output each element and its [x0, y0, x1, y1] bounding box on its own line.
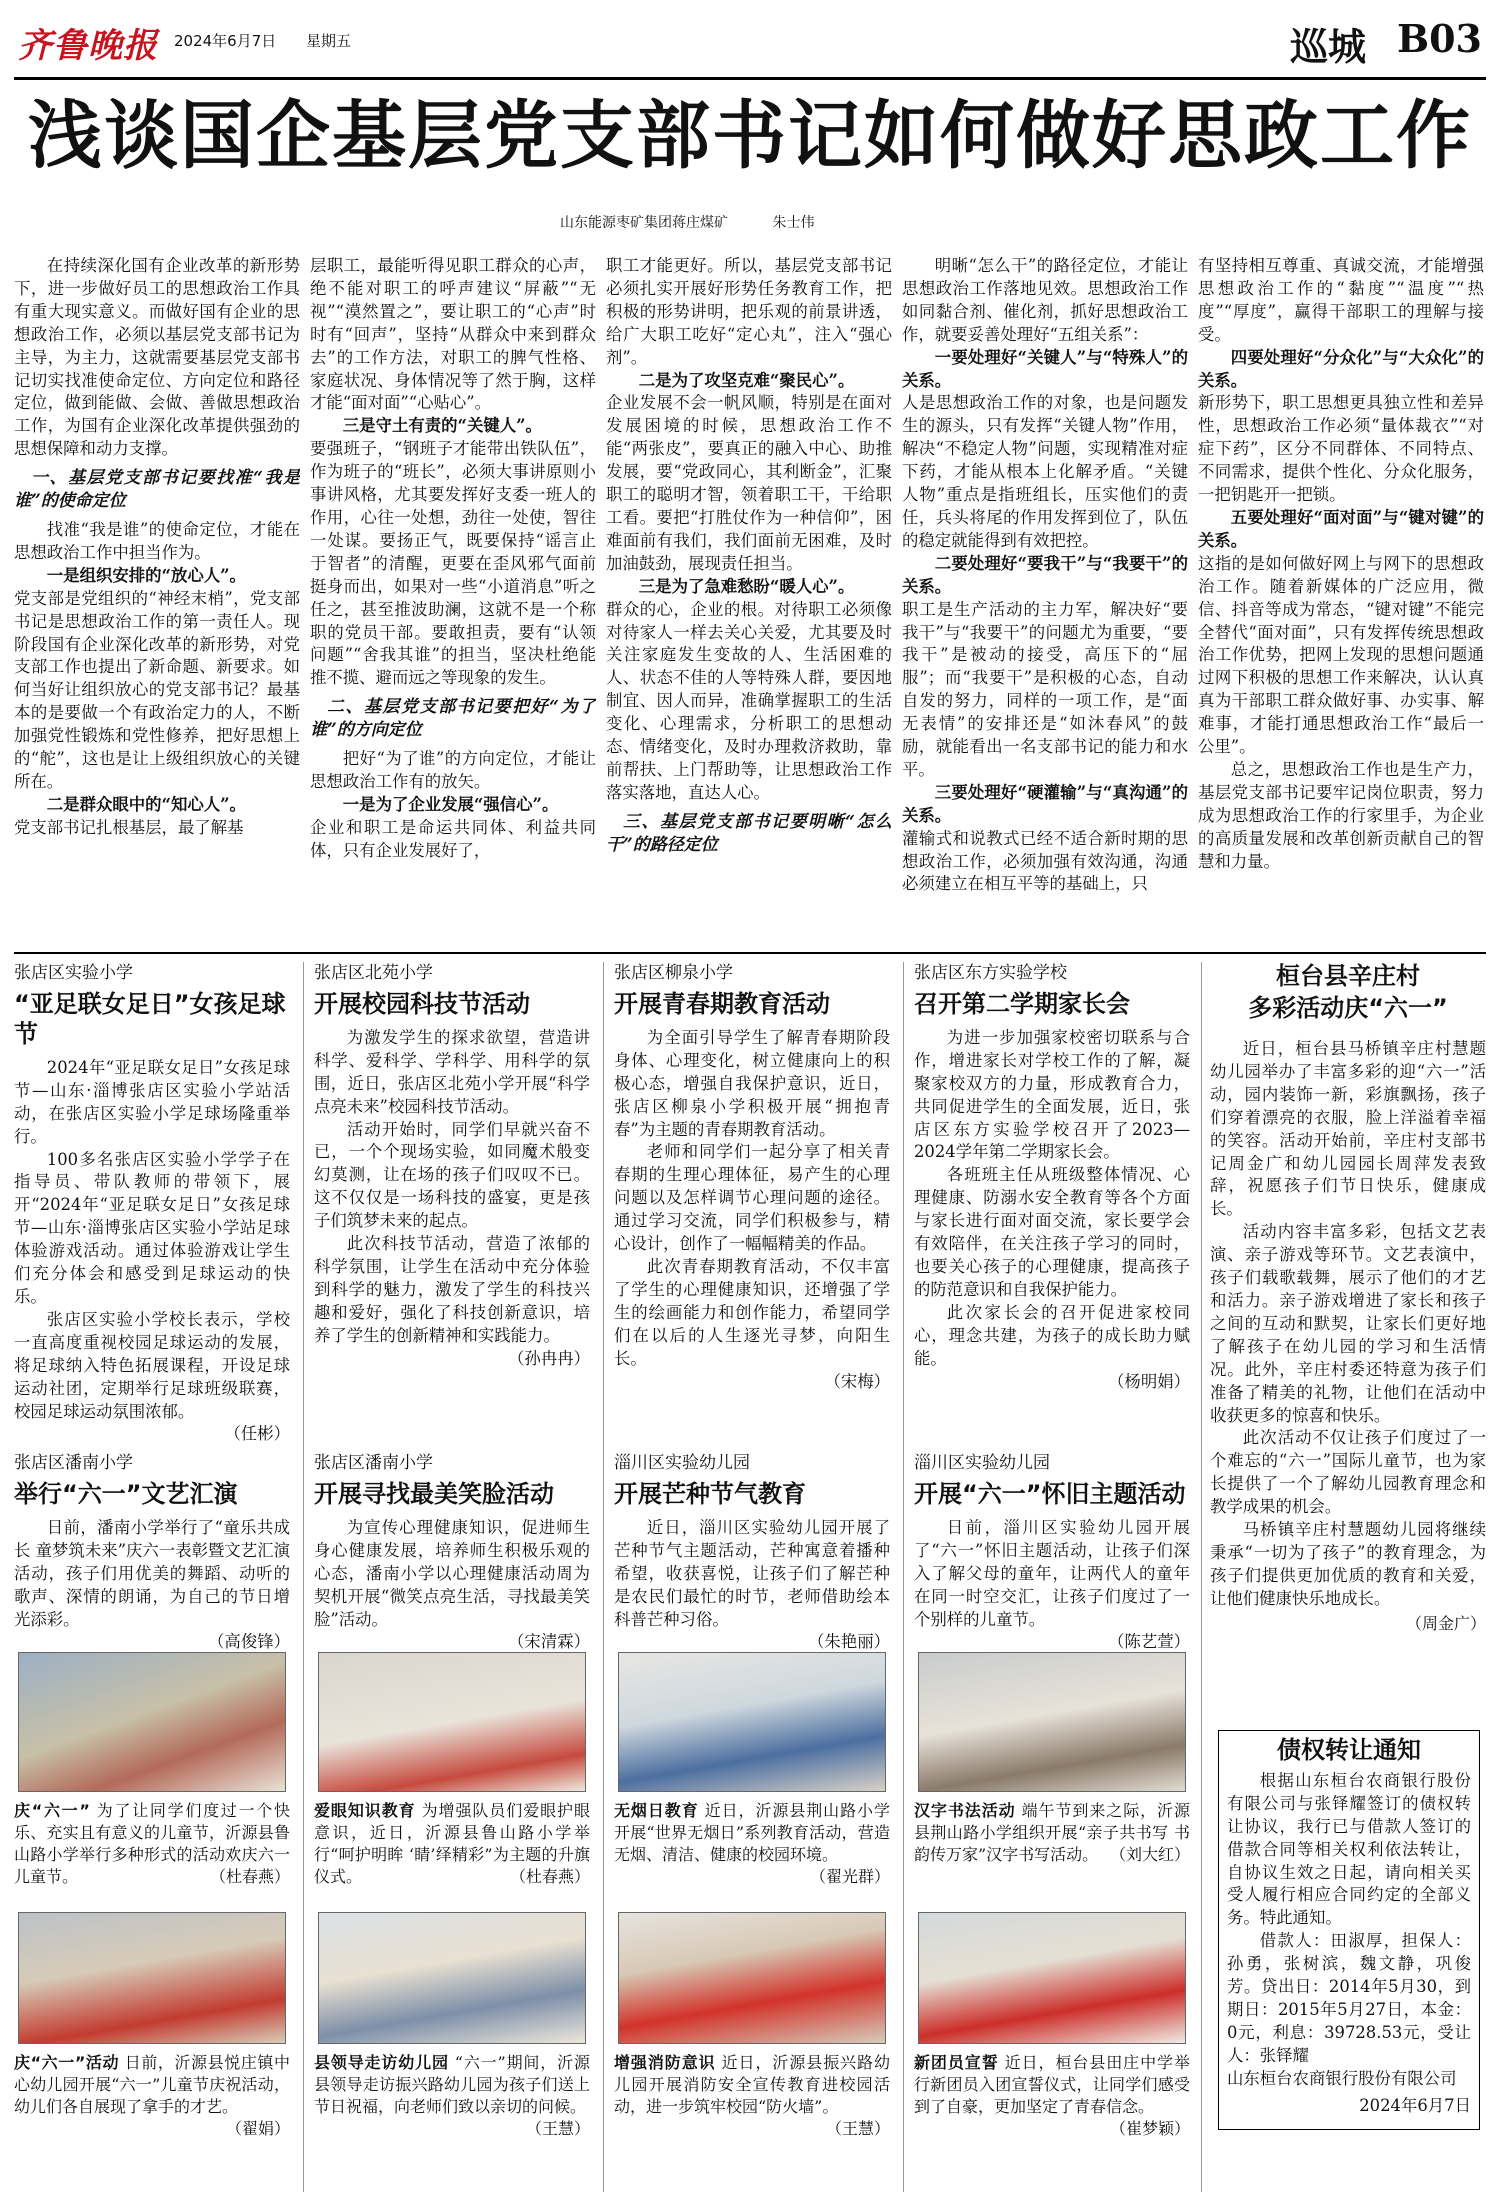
news-paragraph: 日前，潘南小学举行了“童乐共成长 童梦筑未来”庆六一表彰暨文艺汇演活动，孩子们用优美的舞蹈、动听的歌声、深情的朗诵，为自己的节日增光添彩。	[14, 1517, 290, 1629]
column-divider	[303, 962, 304, 2192]
photo-caption	[914, 2052, 1190, 2140]
photo-calligraphy	[918, 1652, 1186, 1792]
column-divider	[603, 962, 604, 2192]
news-paragraph: 张店区实验小学校长表示，学校一直高度重视校园足球运动的发展，将足球纳入特色拓展课程，开设足球运动社团，定期举行足球班级联赛，校园足球运动氛围浓郁。	[14, 1309, 290, 1421]
column-divider	[903, 962, 904, 2192]
news-kicker: 张店区实验小学	[14, 963, 133, 983]
issue-date: 2024年6月7日	[174, 32, 277, 50]
paragraph: 灌输式和说教式已经不适合新时期的思想政治工作，必须加强有效沟通，沟通必须建立在相互平等的基础上，只	[902, 828, 1188, 894]
photo-eye-care-ceremony	[318, 1652, 586, 1792]
news-author: （宋清霖）	[508, 1632, 590, 1652]
section-name: 巡城	[1289, 24, 1366, 69]
caption-author: （杜春燕）	[509, 1867, 590, 1886]
sidebar-title-line2: 多彩活动庆“六一”	[1248, 994, 1448, 1022]
photo-fire-safety	[618, 1912, 886, 2044]
news-item	[14, 962, 290, 1446]
photo-caption	[314, 1800, 590, 1888]
point-heading: 一是组织安排的“放心人”。	[46, 565, 246, 585]
news-title: 开展青春期教育活动	[614, 989, 830, 1018]
news-title: 举行“六一”文艺汇演	[14, 1479, 238, 1508]
subheading: 一、基层党支部书记要找准“我是谁”的使命定位	[14, 468, 300, 512]
notice-signer: 山东桓台农商银行股份有限公司	[1227, 2068, 1457, 2088]
news-author: （宋梅）	[824, 1371, 890, 1391]
caption-author: （杜春燕）	[209, 1867, 290, 1886]
news-title: 开展寻找最美笑脸活动	[314, 1479, 554, 1508]
news-item	[914, 962, 1190, 1393]
photo-caption	[614, 2052, 890, 2140]
subheading: 二、基层党支部书记要把好“为了谁”的方向定位	[310, 697, 596, 741]
caption-label: 庆“六一”	[14, 1801, 90, 1820]
news-paragraph: 此次青春期教育活动，不仅丰富了学生的心理健康知识，还增强了学生的绘画能力和创作能力，希望同学们在以后的人生逐光寻梦，向阳生长。	[614, 1256, 890, 1368]
caption-label: 增强消防意识	[614, 2053, 716, 2072]
masthead	[14, 8, 1486, 80]
point-heading: 三是为了急难愁盼“暖人心”。	[638, 576, 855, 596]
paragraph: 总之，思想政治工作也是生产力，基层党支部书记要牢记岗位职责，努力成为思想政治工作的行家里手，为企业的高质量发展和改革创新贡献自己的智慧和力量。	[1198, 759, 1484, 871]
article-column-1	[14, 255, 300, 949]
caption-text: 日前，沂源县悦庄镇中心幼儿园开展“六一”儿童节庆祝活动，幼儿们各自展现了拿手的才艺。	[14, 2053, 290, 2116]
news-paragraph: 2024年“亚足联女足日”女孩足球节—山东·淄博张店区实验小学站活动，在张店区实验小学足球场隆重举行。	[14, 1057, 290, 1146]
sidebar-title-line1: 桓台县辛庄村	[1276, 962, 1420, 990]
caption-text: “六一”期间，沂源县领导走访振兴路幼儿园为孩子们送上节日祝福，向老师们致以亲切的问候。	[314, 2053, 590, 2116]
newspaper-logo: 齐鲁晚报	[18, 26, 158, 66]
photo-kindergarten-show	[18, 1912, 286, 2044]
paragraph: 人是思想政治工作的对象，也是问题发生的源头，只有发挥“关键人物”作用，解决“不稳定人物”问题，实现精准对症下药，才能从根本上化解矛盾。“关键人物”重点是指班组长，压实他们的责任，兵头将尾的作用发挥到位了，队伍的稳定就能得到有效把控。	[902, 393, 1188, 550]
point-heading: 二是群众眼中的“知心人”。	[46, 794, 246, 814]
caption-author: （崔梦颖）	[1109, 2119, 1190, 2138]
article-column-3	[606, 255, 892, 949]
main-article	[14, 255, 1486, 949]
news-paragraph: 为进一步加强家校密切联系与合作，增进家长对学校工作的了解，凝聚家校双方的力量，形成教育合力，共同促进学生的全面发展，近日，张店区东方实验学校召开了2023—2024学年第二学期家长会。	[914, 1027, 1190, 1162]
photo-leader-visit	[318, 1912, 586, 2044]
sidebar-paragraph: 马桥镇辛庄村慧题幼儿园将继续秉承“一切为了孩子”的教育理念，为孩子们提供更加优质的教育和关爱，让他们健康快乐地成长。	[1210, 1520, 1486, 1608]
caption-text: 为了让同学们度过一个快乐、充实且有意义的儿童节，沂源县鲁山路小学举行多种形式的活动欢庆六一儿童节。	[14, 1801, 290, 1886]
news-author: （杨明娟）	[1108, 1371, 1190, 1391]
news-kicker: 张店区柳泉小学	[614, 963, 733, 983]
paragraph: 这指的是如何做好网上与网下的思想政治工作。随着新媒体的广泛应用，微信、抖音等成为常态，“键对键”不能完全替代“面对面”，只有发挥传统思想政治工作优势，把网上发现的思想问题通过网下积极的思想工作来解决，认认真真为干部职工群众做好事、办实事、解难事，才能打通思想政治工作“最后一公里”。	[1198, 553, 1484, 757]
paragraph: 群众的心，企业的根。对待职工必须像对待家人一样去关心关爱，尤其要及时关注家庭发生变故的人、生活困难的人、状态不佳的人等特殊人群，要因地制宜、因人而异，准确掌握职工的生活变化、心理需求，分析职工的思想动态、情绪变化，及时办理救济救助，靠前帮扶、上门帮助等，让思想政治工作落实落地，直达人心。	[606, 599, 892, 802]
paragraph: 有坚持相互尊重、真诚交流，才能增强思想政治工作的“黏度”“温度”“热度”“厚度”，赢得干部职工的理解与接受。	[1198, 256, 1484, 344]
paragraph: 明晰“怎么干”的路径定位，才能让思想政治工作落地见效。思想政治工作如同黏合剂、催化剂，抓好思想政治工作，就要妥善处理好“五组关系”：	[902, 256, 1188, 344]
paragraph: 党支部书记扎根基层，最了解基	[14, 817, 244, 837]
news-item	[14, 1452, 290, 1654]
news-title: 开展校园科技节活动	[314, 989, 530, 1018]
news-paragraph: 近日，淄川区实验幼儿园开展了芒种节气主题活动，芒种寓意着播种希望，收获喜悦，让孩子们了解芒种是农民们最忙的时节，老师借助绘本科普芒种习俗。	[614, 1517, 890, 1629]
column-divider	[1201, 962, 1202, 2192]
notice-detail: 借款人：田淑厚，担保人：孙勇，张树滨，魏文静，巩俊芳。贷出日：2014年5月30，到期日：2015年5月27日，本金：0元，利息：39728.53元，受让人：张铎耀	[1227, 1931, 1471, 2065]
photo-caption	[914, 1800, 1190, 1866]
sidebar-paragraph: 近日，桓台县马桥镇辛庄村慧题幼儿园举办了丰富多彩的迎“六一”活动，园内装饰一新，彩旗飘扬，孩子们穿着漂亮的衣服，脸上洋溢着幸福的笑容。活动开始前，辛庄村支部书记周金广和幼儿园园长周萍发表致辞，祝愿孩子们节日快乐，健康成长。	[1210, 1039, 1486, 1219]
caption-text: 为增强队员们爱眼护眼意识，近日，沂源县鲁山路小学举行“呵护明眸 ‘睛’绎精彩”为主题的升旗仪式。	[314, 1801, 590, 1886]
paragraph: 企业发展不会一帆风顺，特别是在面对发展困境的时候，思想政治工作不能“两张皮”，要真正的融入中心、助推发展，要“党政同心，其利断金”，汇聚职工的聪明才智，领着职工干，干给职工看。要把“打胜仗作为一种信仰”，困难面前有我们，我们面前无困难，及时加油鼓劲，展现责任担当。	[606, 393, 892, 573]
article-column-5	[1198, 255, 1484, 949]
news-title: 召开第二学期家长会	[914, 989, 1130, 1018]
news-paragraph: 此次科技节活动，营造了浓郁的科学氛围，让学生在活动中充分体验到科学的魅力，激发了学生的科技兴趣和爱好，强化了科技创新意识，培养了学生的创新精神和实践能力。	[314, 1234, 590, 1345]
byline	[560, 212, 854, 232]
point-heading: 五要处理好“面对面”与“键对键”的关系。	[1198, 507, 1484, 550]
sidebar-paragraph: 此次活动不仅让孩子们度过了一个难忘的“六一”国际儿童节，也为家长提供了一个了解幼儿园教育理念和教学成果的机会。	[1210, 1428, 1486, 1517]
article-column-2	[310, 255, 596, 949]
news-paragraph: 100多名张店区实验小学学子在指导员、带队教师的带领下，展开“2024年“亚足联女足日”女孩足球节—山东·淄博张店区实验小学站足球体验游戏活动。通过体验游戏让学生们充分体会和感受到足球运动的快乐。	[14, 1149, 290, 1306]
point-heading: 四要处理好“分众化”与“大众化”的关系。	[1198, 347, 1484, 390]
byline-author: 朱士伟	[772, 215, 815, 231]
paragraph: 职工是生产活动的主力军，解决好“要我干”与“我要干”的问题尤为重要，“要我干”是被动的接受，高压下的“屈服”；而“我要干”是积极的心态，自动自发的努力，同样的一项工作，是“面无表情”的安排还是“如沐春风”的鼓励，就能看出一名支部书记的能力和水平。	[902, 599, 1188, 779]
caption-label: 爱眼知识教育	[314, 1801, 416, 1820]
news-kicker: 张店区北苑小学	[314, 963, 433, 983]
subheading: 三、基层党支部书记要明晰“怎么干”的路径定位	[606, 811, 892, 855]
caption-text: 近日，沂源县荆山路小学开展“世界无烟日”系列教育活动，营造无烟、清洁、健康的校园环境。	[614, 1801, 890, 1864]
sidebar-author: （周金广）	[1405, 1613, 1486, 1633]
news-paragraph: 为激发学生的探求欲望，营造讲科学、爱科学、学科学、用科学的氛围，近日，张店区北苑小学开展“科学点亮未来”校园科技节活动。	[314, 1027, 590, 1116]
sidebar-paragraph: 活动内容丰富多彩，包括文艺表演、亲子游戏等环节。文艺表演中，孩子们载歌载舞，展示了他们的才艺和活力。亲子游戏增进了家长和孩子之间的互动和默契，让家长们更好地了解孩子在幼儿园的学习和生活情况。此外，辛庄村委还特意为孩子们准备了精美的礼物，让他们在活动中收获更多的惊喜和快乐。	[1210, 1222, 1486, 1425]
news-kicker: 张店区潘南小学	[14, 1453, 133, 1473]
debt-transfer-notice	[1218, 1730, 1480, 2130]
caption-label: 新团员宣誓	[914, 2053, 999, 2072]
news-author: （高俊锋）	[208, 1632, 290, 1652]
paragraph: 职工才能更好。所以，基层党支部书记必须扎实开展好形势任务教育工作，把积极的形势讲明，把乐观的前景讲透，给广大职工吃好“定心丸”，注入“强心剂”。	[606, 256, 892, 367]
paragraph: 要强班子，“钢班子才能带出铁队伍”，作为班子的“班长”，必须大事讲原则小事讲风格，尤其要发挥好支委一班人的作用，心往一处想，劲往一处使，智往一处谋。要扬正气，既要保持“谣言止于智者”的清醒，更要在歪风邪气面前挺身而出，如果对一些“小道消息”听之任之，甚至推波助澜，这就不是一个称职的党员干部。要敢担责，要有“认领问题”“舍我其谁”的担当，坚决杜绝能推不揽、避而远之等现象的发生。	[310, 439, 596, 688]
news-author: （任彬）	[224, 1424, 290, 1444]
news-paragraph: 活动开始时，同学们早就兴奋不已，一个个现场实验，如同魔术般变幻莫测，让在场的孩子们叹叹不已。这不仅仅是一场科技的盛宴，更是孩子们筑梦未来的起点。	[314, 1119, 590, 1231]
news-title: 开展“六一”怀旧主题活动	[914, 1479, 1186, 1508]
photo-caption	[14, 2052, 290, 2140]
point-heading: 一要处理好“关键人”与“特殊人”的关系。	[902, 347, 1188, 390]
notice-title: 债权转让通知	[1277, 1736, 1421, 1764]
point-heading: 一是为了企业发展“强信心”。	[342, 794, 559, 814]
news-item	[314, 1452, 590, 1654]
divider	[14, 952, 1486, 954]
news-paragraph: 为全面引导学生了解青春期阶段身体、心理变化，树立健康向上的积极心态，增强自我保护意识，近日，张店区柳泉小学积极开展“拥抱青春”为主题的青春期教育活动。	[614, 1027, 890, 1139]
news-title: 开展芒种节气教育	[614, 1479, 806, 1508]
news-paragraph: 各班班主任从班级整体情况、心理健康、防溺水安全教育等各个方面与家长进行面对面交流，家长要学会有效陪伴，在关注孩子学习的同时，也要关心孩子的心理健康，提高孩子的防范意识和自我保护能力。	[914, 1165, 1190, 1299]
news-item	[614, 1452, 890, 1654]
article-column-4	[902, 255, 1188, 949]
point-heading: 三是守土有责的“关键人”。	[342, 416, 542, 436]
news-kicker: 淄川区实验幼儿园	[614, 1453, 750, 1473]
sidebar-article	[1210, 960, 1486, 1634]
point-heading: 二要处理好“要我干”与“我要干”的关系。	[902, 553, 1188, 596]
caption-text: 近日，沂源县振兴路幼儿园开展消防安全宣传教育进校园活动，进一步筑牢校园“防火墙”。	[614, 2053, 890, 2116]
paragraph: 找准“我是谁”的使命定位，才能在思想政治工作中担当作为。	[14, 519, 300, 562]
news-kicker: 张店区东方实验学校	[914, 963, 1067, 983]
news-paragraph: 老师和同学们一起分享了相关青春期的生理心理体征，易产生的心理问题以及怎样调节心理问题的途径。通过学习交流，同学们积极参与，精心设计，创作了一幅幅精美的作品。	[614, 1142, 890, 1254]
news-title: “亚足联女足日”女孩足球节	[14, 989, 286, 1048]
caption-text: 近日，桓台县田庄中学举行新团员入团宣誓仪式，让同学们感受到了自豪，更加坚定了青春信念。	[914, 2053, 1190, 2116]
news-item	[314, 962, 590, 1371]
news-author: （朱艳丽）	[808, 1632, 890, 1652]
paragraph: 企业和职工是命运共同体、利益共同体，只有企业发展好了，	[310, 817, 596, 860]
caption-author: （王慧）	[525, 2119, 590, 2138]
notice-date: 2024年6月7日	[1359, 2095, 1471, 2115]
paragraph: 把好“为了谁”的方向定位，才能让思想政治工作有的放矢。	[310, 749, 596, 791]
paragraph: 新形势下，职工思想更具独立性和差异性，思想政治工作必须“量体裁衣”“对症下药”，区分不同群体、不同特点、不同需求，提供个性化、分众化服务，一把钥匙开一把锁。	[1198, 393, 1484, 505]
paragraph: 在持续深化国有企业改革的新形势下，进一步做好员工的思想政治工作具有重大现实意义。而做好国有企业的思想政治工作，必须以基层党支部书记为主导，为主力，这就需要基层党支部书记切实找准使命定位、方向定位和路径定位，做到能做、会做、善做思想政治工作，为国有企业深化改革提供强劲的思想保障和动力支撑。	[14, 256, 300, 459]
byline-org: 山东能源枣矿集团蒋庄煤矿	[560, 215, 728, 231]
photo-caption	[14, 1800, 290, 1888]
paragraph: 层职工，最能听得见职工群众的心声，绝不能对职工的呼声建议“屏蔽”“无视”“漠然置之”，要让职工的“心声”时时有“回声”，坚持“从群众中来到群众去”的工作方法，对职工的脾气性格、家庭状况、身体情况等了然于胸，这样才能“面对面”“心贴心”。	[310, 256, 596, 413]
news-paragraph: 此次家长会的召开促进家校同心，理念共建，为孩子的成长助力赋能。	[914, 1302, 1190, 1368]
photo-league-oath	[918, 1912, 1186, 2044]
news-kicker: 淄川区实验幼儿园	[914, 1453, 1050, 1473]
caption-label: 汉字书法活动	[914, 1801, 1016, 1820]
news-item	[914, 1452, 1190, 1654]
photo-caption	[614, 1800, 890, 1888]
notice-body: 根据山东桓台农商银行股份有限公司与张铎耀签订的债权转让协议，我行已与借款人签订的借款合同等相关权利依法转让，自协议生效之日起，请向相关买受人履行相应合同约定的全部义务。特此通知。	[1227, 1770, 1471, 1928]
news-item	[614, 962, 890, 1393]
news-paragraph: 日前，淄川区实验幼儿园开展了“六一”怀旧主题活动，让孩子们深入了解父母的童年，让两代人的童年在同一时空交汇，让孩子们度过了一个别样的儿童节。	[914, 1517, 1190, 1629]
caption-label: 县领导走访幼儿园	[314, 2053, 449, 2072]
news-author: （陈艺萱）	[1108, 1632, 1190, 1652]
point-heading: 二是为了攻坚克难“聚民心”。	[638, 370, 855, 390]
caption-label: 无烟日教育	[614, 1801, 699, 1820]
caption-author: （翟光群）	[809, 1867, 890, 1886]
photo-classroom	[618, 1652, 886, 1792]
photo-caption	[314, 2052, 590, 2140]
caption-author: （翟娟）	[225, 2119, 290, 2138]
photo-children-performance	[18, 1652, 286, 1792]
point-heading: 三要处理好“硬灌输”与“真沟通”的关系。	[902, 782, 1188, 825]
news-author: （孙冉冉）	[508, 1348, 590, 1368]
news-kicker: 张店区潘南小学	[314, 1453, 433, 1473]
issue-weekday: 星期五	[306, 32, 352, 50]
caption-author: （刘大红）	[1109, 1845, 1190, 1864]
caption-label: 庆“六一”活动	[14, 2053, 120, 2072]
page-number: B03	[1397, 16, 1482, 61]
paragraph: 党支部是党组织的“神经末梢”，党支部书记是思想政治工作的第一责任人。现阶段国有企业深化改革的新形势，对党支部工作也提出了新命题、新要求。如何当好让组织放心的党支部书记？最基本的是要做一个有政治定力的人，不断加强党性锻炼和党性修养，把好思想上的“舵”，这也是让上级组织放心的关键所在。	[14, 588, 300, 791]
caption-text: 端午节到来之际，沂源县荆山路小学组织开展“亲子共书写 书韵传万家”汉字书写活动。	[914, 1801, 1190, 1864]
caption-author: （王慧）	[825, 2119, 890, 2138]
main-headline: 浅谈国企基层党支部书记如何做好思政工作	[28, 93, 1472, 179]
news-paragraph: 为宣传心理健康知识，促进师生身心健康发展，培养师生积极乐观的心态，潘南小学以心理健康活动周为契机开展“微笑点亮生活，寻找最美笑脸”活动。	[314, 1517, 590, 1629]
